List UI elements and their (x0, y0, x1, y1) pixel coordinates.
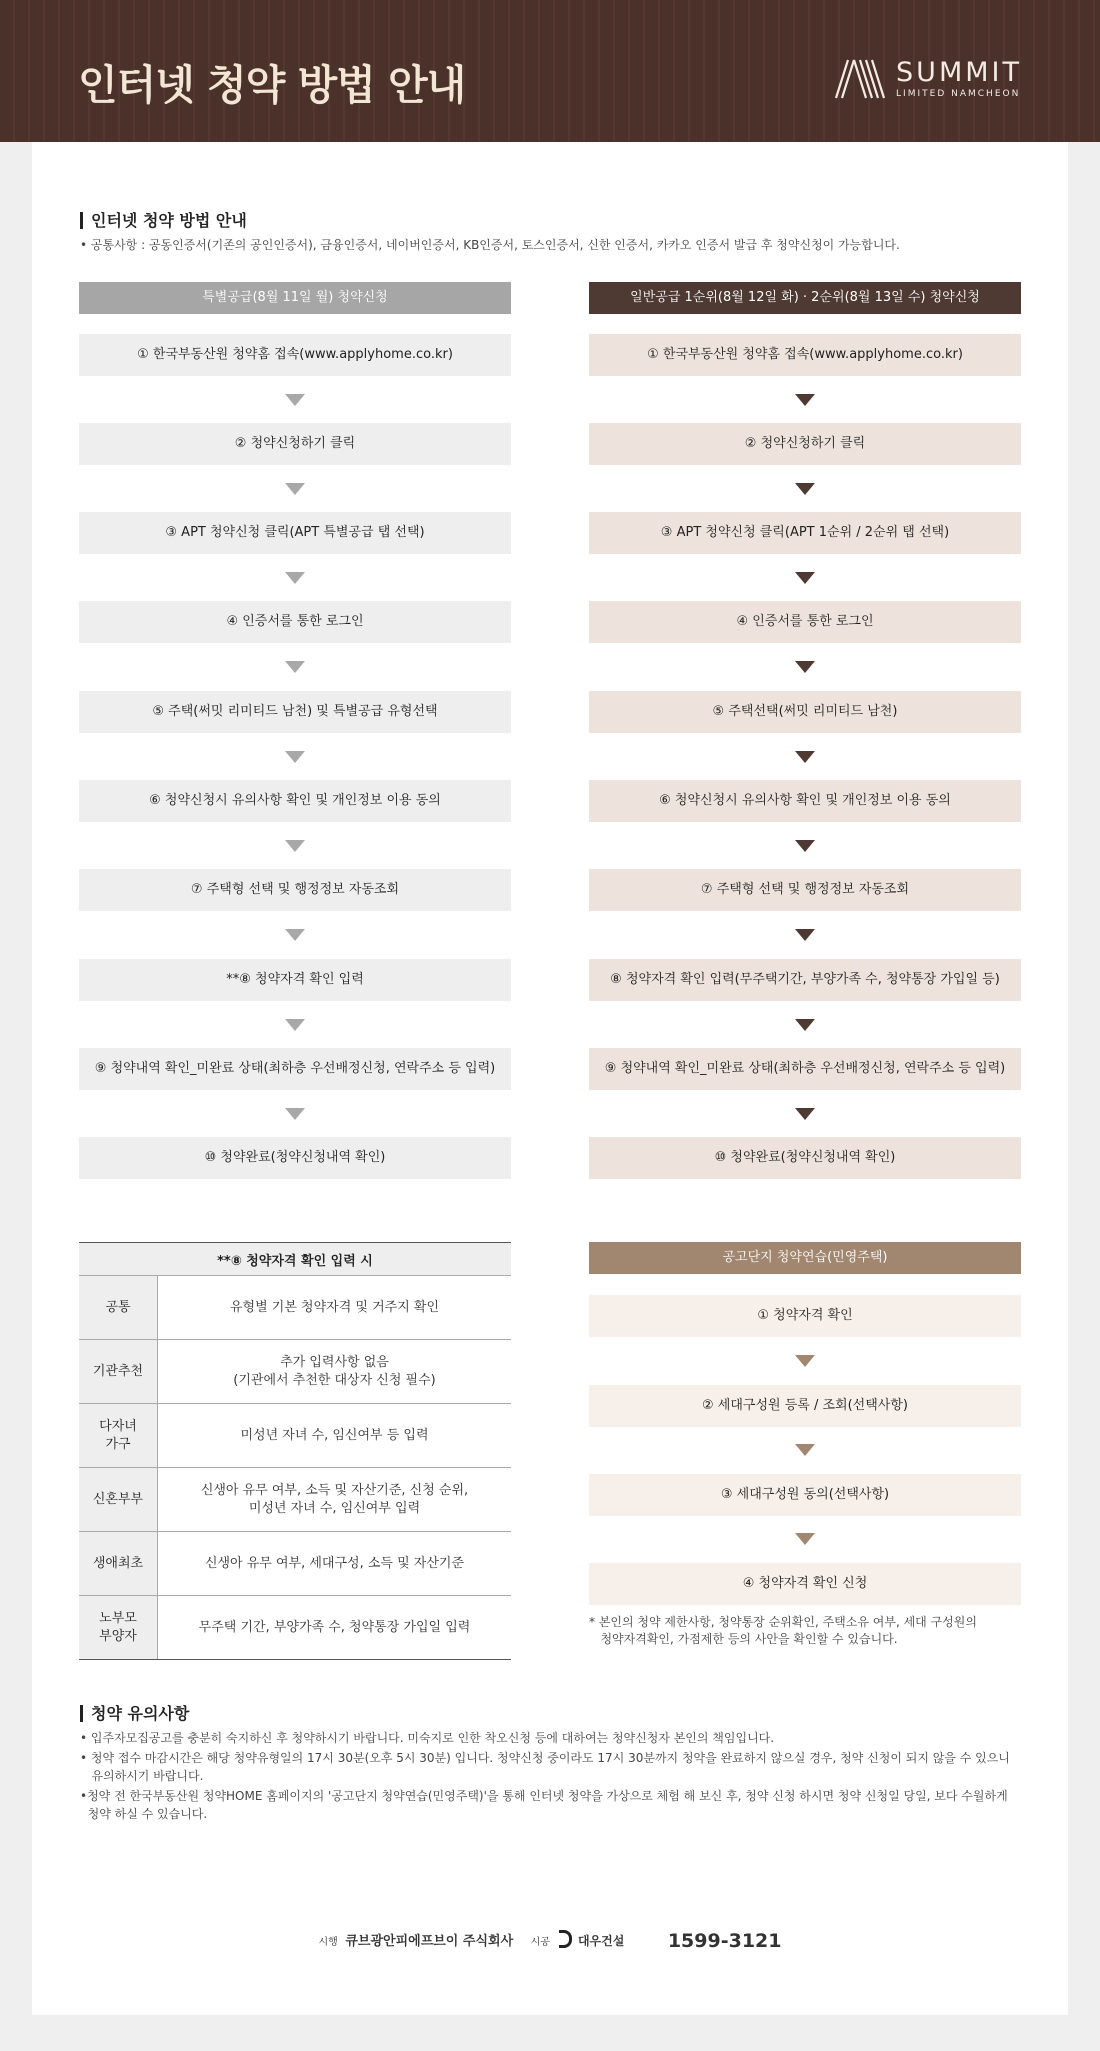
special-step: ① 한국부동산원 청약홈 접속(www.applyhome.co.kr) (79, 334, 511, 376)
down-arrow-icon (795, 572, 815, 584)
down-arrow-icon (795, 394, 815, 406)
down-arrow-icon (285, 1108, 305, 1120)
down-arrow-icon (795, 840, 815, 852)
special-step: ⑨ 청약내역 확인_미완료 상태(최하층 우선배정신청, 연락주소 등 입력) (79, 1048, 511, 1090)
down-arrow-icon (795, 1355, 815, 1367)
executor-name: 큐브광안피에프브이 주식회사 (345, 1934, 514, 1949)
builder-label: 시공 (530, 1937, 550, 1948)
down-arrow-icon (285, 483, 305, 495)
table-key: 신혼부부 (79, 1468, 158, 1532)
table-row (79, 1532, 511, 1596)
practice-step: ② 세대구성원 등록 / 조회(선택사항) (589, 1385, 1021, 1427)
general-step: ⑨ 청약내역 확인_미완료 상태(최하층 우선배정신청, 연락주소 등 입력) (589, 1048, 1021, 1090)
down-arrow-icon (285, 929, 305, 941)
table-value: 신생아 유무 여부, 세대구성, 소득 및 자산기준 (158, 1532, 512, 1596)
down-arrow-icon (795, 1444, 815, 1456)
executor-label: 시행 (318, 1937, 338, 1948)
general-step: ④ 인증서를 통한 로그인 (589, 601, 1021, 643)
table-value: 추가 입력사항 없음 (기관에서 추천한 대상자 신청 필수) (158, 1340, 512, 1404)
general-step: ⑩ 청약완료(청약신청내역 확인) (589, 1137, 1021, 1179)
table-row (79, 1276, 511, 1340)
general-step: ⑥ 청약신청시 유의사항 확인 및 개인정보 이용 동의 (589, 780, 1021, 822)
special-step: ⑤ 주택(써밋 리미티드 남천) 및 특별공급 유형선택 (79, 691, 511, 733)
caution-item: • 입주자모집공고를 충분히 숙지하신 후 청약하시기 바랍니다. 미숙지로 인한 착오신청 등에 대하여는 청약신청자 본인의 책임입니다. (80, 1731, 775, 1745)
practice-step: ① 청약자격 확인 (589, 1295, 1021, 1337)
practice-note: * 본인의 청약 제한사항, 청약통장 순위확인, 주택소유 여부, 세대 구성원의 청약자격확인, 가점제한 등의 사안을 확인할 수 있습니다. (589, 1615, 977, 1646)
page-title: 인터넷 청약 방법 안내 (78, 61, 466, 109)
table-value: 미성년 자녀 수, 임신여부 등 입력 (158, 1404, 512, 1468)
down-arrow-icon (795, 929, 815, 941)
table-row (79, 1340, 511, 1404)
table-key: 다자녀 가구 (79, 1404, 158, 1468)
table-key: 기관추천 (79, 1340, 158, 1404)
brand-subtitle: LIMITED NAMCHEON (896, 89, 1021, 99)
general-step: ⑦ 주택형 선택 및 행정정보 자동조회 (589, 869, 1021, 911)
daewoo-logo-icon (559, 1930, 572, 1948)
brand-logo (834, 56, 1022, 102)
down-arrow-icon (795, 751, 815, 763)
special-step: ② 청약신청하기 클릭 (79, 423, 511, 465)
brand-name: SUMMIT (896, 57, 1022, 88)
footer (0, 1930, 1100, 1952)
down-arrow-icon (795, 1019, 815, 1031)
general-step: ① 한국부동산원 청약홈 접속(www.applyhome.co.kr) (589, 334, 1021, 376)
summit-mark-icon (834, 58, 886, 100)
table-value: 무주택 기간, 부양가족 수, 청약통장 가입일 입력 (158, 1596, 512, 1660)
table-row (79, 1596, 511, 1660)
general-step: ③ APT 청약신청 클릭(APT 1순위 / 2순위 탭 선택) (589, 512, 1021, 554)
qualification-table (79, 1242, 511, 1660)
table-row (79, 1404, 511, 1468)
down-arrow-icon (795, 483, 815, 495)
special-step: ⑥ 청약신청시 유의사항 확인 및 개인정보 이용 동의 (79, 780, 511, 822)
table-row (79, 1468, 511, 1532)
special-step: ④ 인증서를 통한 로그인 (79, 601, 511, 643)
builder-name: 대우건설 (577, 1934, 625, 1948)
general-step: ② 청약신청하기 클릭 (589, 423, 1021, 465)
intro-title: 인터넷 청약 방법 안내 (80, 212, 247, 229)
special-supply-header: 특별공급(8월 11일 월) 청약신청 (79, 282, 511, 314)
general-supply-header: 일반공급 1순위(8월 12일 화) · 2순위(8월 13일 수) 청약신청 (589, 282, 1021, 314)
down-arrow-icon (285, 1019, 305, 1031)
practice-step: ③ 세대구성원 동의(선택사항) (589, 1474, 1021, 1516)
table-key: 노부모 부양자 (79, 1596, 158, 1660)
down-arrow-icon (795, 1533, 815, 1545)
general-step: ⑧ 청약자격 확인 입력(무주택기간, 부양가족 수, 청약통장 가입일 등) (589, 959, 1021, 1001)
special-step: ⑦ 주택형 선택 및 행정정보 자동조회 (79, 869, 511, 911)
special-step: ⑩ 청약완료(청약신청내역 확인) (79, 1137, 511, 1179)
qualification-table-header: **⑧ 청약자격 확인 입력 시 (79, 1243, 511, 1276)
table-key: 생애최초 (79, 1532, 158, 1596)
down-arrow-icon (285, 751, 305, 763)
general-step: ⑤ 주택선택(써밋 리미티드 남천) (589, 691, 1021, 733)
page-header (0, 0, 1100, 142)
practice-header: 공고단지 청약연습(민영주택) (589, 1242, 1021, 1274)
down-arrow-icon (285, 394, 305, 406)
down-arrow-icon (285, 661, 305, 673)
down-arrow-icon (795, 661, 815, 673)
phone-number: 1599-3121 (667, 1930, 782, 1952)
special-step: ③ APT 청약신청 클릭(APT 특별공급 탭 선택) (79, 512, 511, 554)
down-arrow-icon (795, 1108, 815, 1120)
special-step: **⑧ 청약자격 확인 입력 (79, 959, 511, 1001)
caution-title: 청약 유의사항 (80, 1705, 189, 1722)
table-key: 공통 (79, 1276, 158, 1340)
intro-note: • 공통사항 : 공동인증서(기존의 공인인증서), 금융인증서, 네이버인증서, KB인증서, 토스인증서, 신한 인증서, 카카오 인증서 발급 후 청약신청이 가능합니다. (80, 238, 900, 252)
table-value: 신생아 유무 여부, 소득 및 자산기준, 신청 순위, 미성년 자녀 수, 임신여부 입력 (158, 1468, 512, 1532)
practice-step: ④ 청약자격 확인 신청 (589, 1563, 1021, 1605)
table-value: 유형별 기본 청약자격 및 거주지 확인 (158, 1276, 512, 1340)
down-arrow-icon (285, 572, 305, 584)
down-arrow-icon (285, 840, 305, 852)
caution-item: • 청약 접수 마감시간은 해당 청약유형일의 17시 30분(오후 5시 30분) 입니다. 청약신청 중이라도 17시 30분까지 청약을 완료하지 않으실 경우, 청약 신청이 되지 않을 수 있으니 유의하시기 바랍니다. (80, 1751, 1010, 1783)
caution-item: •청약 전 한국부동산원 청약HOME 홈페이지의 '공고단지 청약연습(민영주택)'을 통해 인터넷 청약을 가상으로 체험 해 보신 후, 청약 신청 하시면 청약 신청일 당일, 보다 수월하게 청약 하실 수 있습니다. (80, 1789, 1008, 1821)
